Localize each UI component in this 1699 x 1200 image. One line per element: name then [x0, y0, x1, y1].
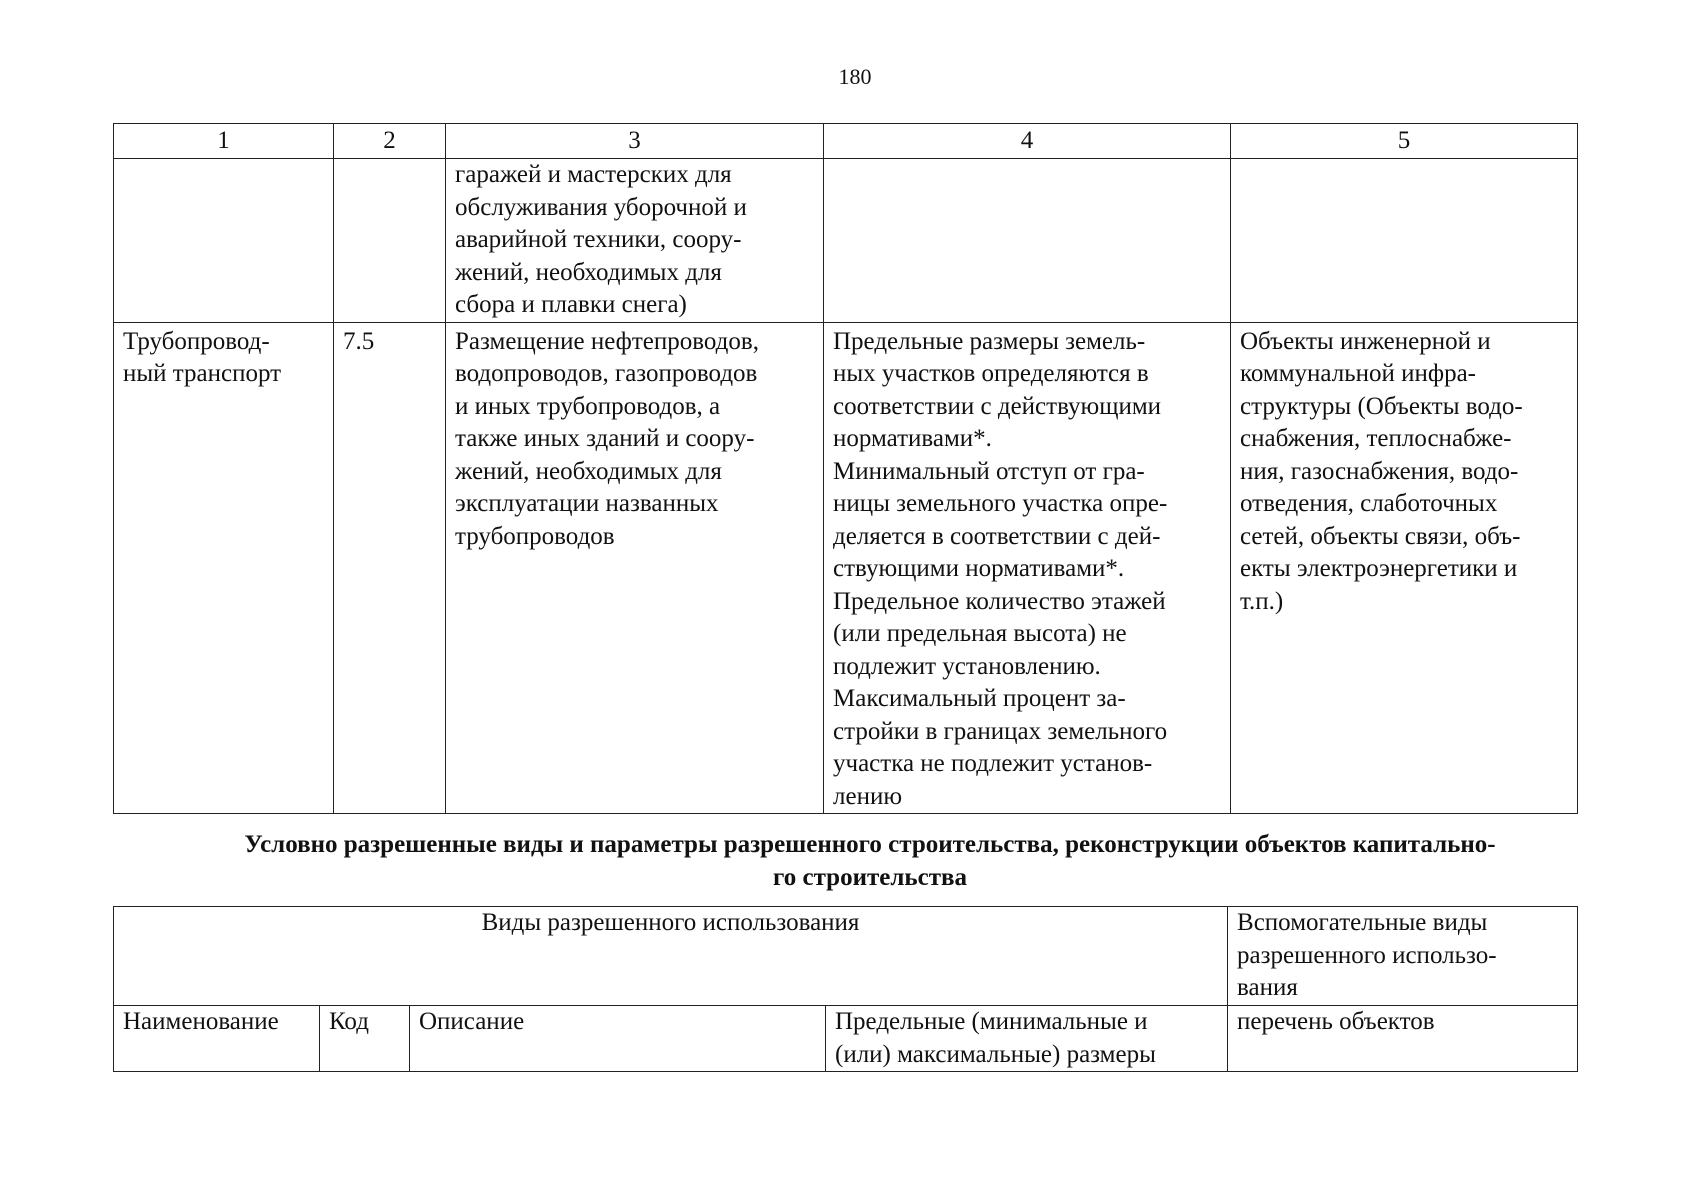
column-number-4: 4	[824, 124, 1231, 159]
parameters-line: ных участков определяются в	[833, 360, 1149, 387]
conditional-uses-table	[113, 906, 1578, 1072]
params-header-line: (или) максимальные) размеры	[835, 1040, 1156, 1068]
continuation-description-cell	[446, 159, 824, 323]
use-parameters-cell	[824, 322, 1231, 814]
description-line: Размещение нефтепроводов,	[455, 327, 759, 355]
description-line: трубопроводов	[455, 522, 615, 550]
auxiliary-line: отведения, слаботочных	[1240, 490, 1498, 517]
auxiliary-line: т.п.)	[1240, 587, 1284, 615]
parameters-line: нормативами*.	[833, 425, 992, 452]
continuation-code-cell	[334, 159, 446, 323]
column-header-description: Описание	[410, 1006, 826, 1072]
description-line: гаражей и мастерских для	[455, 161, 732, 188]
permitted-uses-table-continued	[113, 123, 1578, 814]
aux-header-line: разрешенного использо-	[1237, 941, 1497, 969]
auxiliary-uses-group-header	[1228, 907, 1578, 1006]
description-line: эксплуатации названных	[455, 490, 719, 517]
table-row-pipeline-transport	[114, 322, 1578, 814]
column-number-5: 5	[1231, 124, 1578, 159]
description-line: водопроводов, газопроводов	[455, 360, 758, 387]
auxiliary-uses-cell	[1231, 322, 1578, 814]
column-header-objects: перечень объектов	[1228, 1006, 1578, 1072]
description-line: сбора и плавки снега)	[455, 291, 687, 318]
parameters-line: Предельные размеры земель-	[833, 327, 1146, 355]
continuation-parameters-cell	[824, 159, 1231, 323]
parameters-line: Максимальный процент за-	[833, 685, 1126, 712]
auxiliary-line: Объекты инженерной и	[1240, 327, 1491, 355]
parameters-line: стройки в границах земельного	[833, 717, 1168, 745]
auxiliary-line: снабжения, теплоснабже-	[1240, 425, 1512, 452]
parameters-line: Предельное количество этажей	[833, 587, 1166, 615]
parameters-line: подлежит установлению.	[833, 652, 1101, 680]
section-title	[160, 828, 1580, 894]
section-title-line: Условно разрешенные виды и параметры разрешенного строительства, реконструкции объектов капитально-	[244, 831, 1496, 858]
parameters-line: участка не подлежит установ-	[833, 750, 1153, 777]
description-line: также иных зданий и соору-	[455, 425, 755, 452]
column-header-row	[114, 1006, 1578, 1072]
group-header-row	[114, 907, 1578, 1006]
aux-header-line: вания	[1237, 974, 1298, 1001]
page-number: 180	[838, 64, 872, 89]
column-number-2: 2	[334, 124, 446, 159]
column-number-1: 1	[114, 124, 334, 159]
parameters-line: лению	[833, 782, 903, 810]
use-description-cell	[446, 322, 824, 814]
column-header-parameters	[826, 1006, 1228, 1072]
description-line: жений, необходимых для	[455, 258, 722, 286]
parameters-line: деляется в соответствии с дей-	[833, 522, 1161, 550]
description-line: и иных трубопроводов, а	[455, 392, 721, 420]
description-line: аварийной техники, соору-	[455, 226, 742, 253]
parameters-line: (или предельная высота) не	[833, 620, 1127, 647]
permitted-uses-group-header: Виды разрешенного использования	[114, 907, 1228, 1006]
parameters-line: ствующими нормативами*.	[833, 555, 1125, 582]
column-number-row	[114, 124, 1578, 159]
column-header-name: Наименование	[114, 1006, 320, 1072]
description-line: жений, необходимых для	[455, 457, 722, 485]
column-number-3: 3	[446, 124, 824, 159]
aux-header-line: Вспомогательные виды	[1237, 909, 1488, 936]
auxiliary-line: сетей, объекты связи, объ-	[1240, 522, 1521, 550]
auxiliary-line: ния, газоснабжения, водо-	[1240, 457, 1519, 485]
use-name-line: ный транспорт	[123, 360, 282, 387]
parameters-line: ницы земельного участка опре-	[833, 490, 1168, 517]
continuation-auxiliary-cell	[1231, 159, 1578, 323]
continuation-name-cell	[114, 159, 334, 323]
parameters-line: соответствии с действующими	[833, 392, 1162, 420]
section-title-line: го строительства	[773, 864, 967, 891]
parameters-line: Минимальный отступ от гра-	[833, 457, 1145, 485]
auxiliary-line: екты электроэнергетики и	[1240, 555, 1518, 582]
auxiliary-line: коммунальной инфра-	[1240, 360, 1476, 387]
column-header-code: Код	[320, 1006, 410, 1072]
auxiliary-line: структуры (Объекты водо-	[1240, 392, 1523, 420]
description-line: обслуживания уборочной и	[455, 193, 747, 221]
use-name-cell	[114, 322, 334, 814]
use-name-line: Трубопровод-	[123, 327, 270, 355]
params-header-line: Предельные (минимальные и	[835, 1008, 1148, 1035]
use-code-cell: 7.5	[334, 322, 446, 814]
continuation-row	[114, 159, 1578, 323]
